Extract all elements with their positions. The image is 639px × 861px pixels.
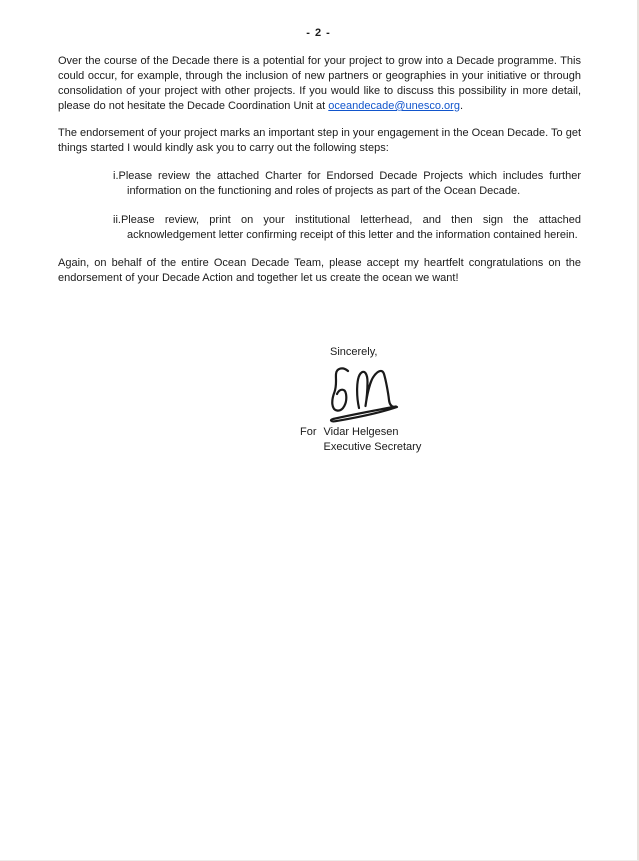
signatory-name: Vidar Helgesen — [323, 426, 399, 438]
list-item — [113, 213, 581, 243]
paragraph-endorsement-steps: The endorsement of your project marks an important step in your engagement in the Ocean Decade. To get things started I would kindly ask you to carry out the following steps: — [58, 127, 581, 154]
list-marker: ii. — [113, 214, 121, 226]
list-item-text: Please review, print on your institutional letterhead, and then sign the attached acknowledgement letter confirming receipt of this letter and the information contained herein. — [120, 214, 581, 241]
paragraph-text-end: . — [459, 100, 464, 112]
paragraph-text: Over the course of the Decade there is a potential for your project to grow into a Decade programme. This could occur, for example, through the inclusion of new partners or geographies in your initiative or through consolidation of your project with other projects. If you would like to discuss this possibility in more detail, please do not hesitate the Decade Coordination Unit at — [58, 55, 581, 112]
steps-list — [58, 169, 581, 243]
signature-stroke-left-loop — [332, 368, 348, 410]
signatory-title: Executive Secretary — [323, 441, 422, 453]
list-item — [113, 169, 581, 199]
paragraph-congratulations: Again, on behalf of the entire Ocean Decade Team, please accept my heartfelt congratulations on the endorsement of your Decade Action and together let us create the ocean we want! — [58, 257, 581, 284]
list-item-text: Please review the attached Charter for Endorsed Decade Projects which includes further information on the functioning and roles of projects as part of the Ocean Decade. — [118, 170, 581, 197]
list-marker: i. — [113, 170, 119, 182]
page-number: - 2 - — [306, 27, 331, 39]
letter-body — [58, 54, 581, 286]
paragraph-decade-growth — [58, 54, 581, 114]
closing-salutation: Sincerely, — [330, 346, 378, 358]
signature-for-label: For — [300, 426, 317, 438]
signature-stroke-m-humps — [357, 371, 394, 408]
email-link[interactable]: oceandecade@unesco.org — [328, 100, 460, 112]
signature-image — [320, 363, 410, 425]
handwritten-signature — [320, 363, 410, 425]
signatory-block — [300, 425, 421, 455]
signatory-name-title — [324, 425, 422, 455]
